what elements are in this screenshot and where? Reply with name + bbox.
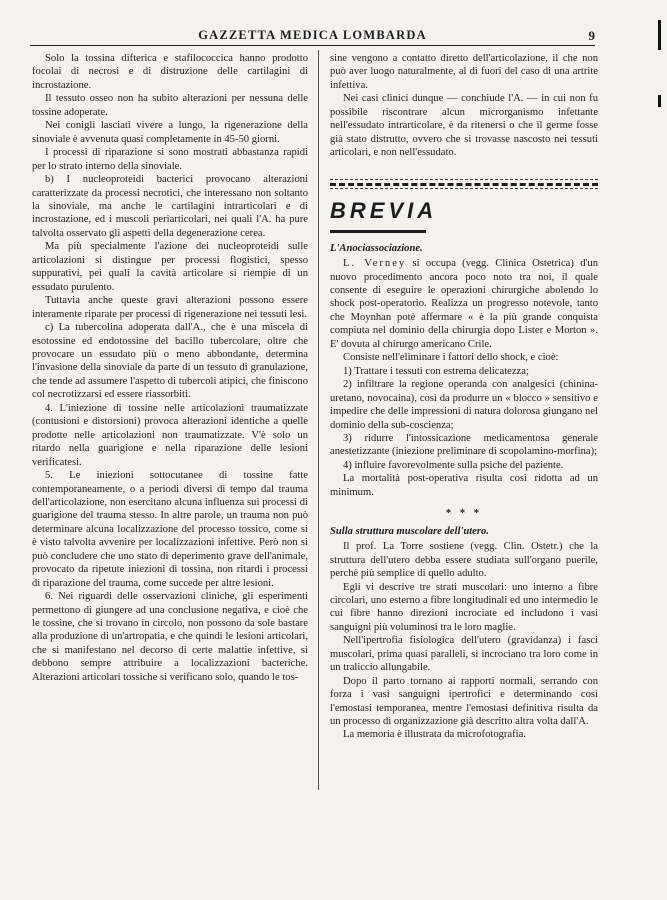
header-rule — [30, 45, 595, 46]
list-item: 3) ridurre l'intossicazione medicamentosa generale anestetizzante (iniezione preliminare di scopolamino-morfina); — [330, 432, 598, 458]
page-number: 9 — [588, 28, 595, 43]
paragraph: Egli vi descrive tre strati muscolari: uno interno a fibre circolari, uno esterno a fibre longitudinali ed uno intermedio le cui fibre hanno direzioni incrociate ed includono i vasi sanguigni più voluminosi tra le loro maglie. — [330, 581, 598, 633]
paragraph: L. Verney si occupa (vegg. Clinica Ostetrica) d'un nuovo procedimento ancora poco noto tra noi, il quale consente di eseguire le operazioni chirurgiche abolendo lo shock post-operatorio. Realizza un progresso notevole, tanto che Moynhan potè affermare « è la più grande conquista compiuta nel dominio della chirurgia dopo Lister e Morton ». E' dovuta al chirurgo americano Crile. — [330, 258, 599, 350]
paragraph: b) I nucleoproteidi bacterici provocano alterazioni caratterizzate da processi necrotici, che interessano non soltanto la sinoviale, ma anche le cartilagini intrarticolari e di incrostazione, ed i muscoli periarticolari, nei quali l'A. ha pure talvolta osservato gli aspetti della degenerazione cerea. — [32, 174, 308, 239]
paragraph: Solo la tossina difterica e stafilococcica hanno prodotto focolai di necrosi e di distruzione delle cartilagini di incrostazione. — [32, 53, 308, 91]
paragraph: Il prof. La Torre sostiene (vegg. Clin. Ostetr.) che la struttura dell'utero debba essere studiata sull'organo puerile, perchè più semplice di quello adulto. — [330, 541, 598, 580]
paragraph: I processi di riparazione si sono mostrati abbastanza rapidi per lo strato interno della sinoviale. — [32, 147, 308, 172]
scan-edge-mark — [658, 95, 661, 107]
paragraph: c) La tubercolina adoperata dall'A., che è una miscela di esotossine ed endotossine del bacillo tubercolare, oltre che provocare un essudato più o meno abbondante, determina l'invasione della sinoviale da parte di un tessuto di granulazione, che tende ad assumere l'aspetto di tubercoli atipici, che finiscono col necrotizzarsi ed essere riassorbiti. — [32, 322, 308, 401]
paragraph: Nei casi clinici dunque — conchiude l'A. — in cui non fu possibile riscontrare alcun microrganismo infettante nell'essudato intrarticolare, è da ritenersi o che il germe fosse già stato distrutto, ovvero che si trovasse nascosto nei tessuti articolari, e non nell'essudato. — [330, 93, 598, 159]
paragraph: Consiste nell'eliminare i fattori dello shock, e cioè: — [343, 352, 559, 364]
article-title: L'Anociassociazione. — [330, 242, 423, 254]
article-title: Sulla struttura muscolare dell'utero. — [330, 525, 489, 537]
paragraph: La mortalità post-operativa risulta così ridotta ad un minimum. — [330, 473, 598, 498]
paragraph-continuation: sine vengono a contatto diretto dell'articolazione, il che non può aver luogo naturalmente, al di fuori del caso di una artrite infettiva. — [330, 53, 598, 91]
brevia-heading — [330, 198, 598, 238]
author-name: L. Verney — [343, 258, 407, 270]
paragraph: 6. Nei riguardi delle osservazioni cliniche, gli esperimenti permettono di giungere ad una conclusione negativa, e cioè che le tossine, che si trovano in circolo, non possono da sole bastare alla produzione di un'artropatia, e che quindi le lesioni articolari, che si manifestano nel decorso di certe malattie infettive, si debbono sempre attribuire a localizzazioni bacteriche. Alterazioni articolari tossiche si verificano solo, quando le tos- — [32, 591, 308, 683]
decorative-rule — [330, 179, 598, 189]
column-divider — [318, 50, 319, 790]
paragraph: Dopo il parto tornano ai rapporti normali, serrando con forza i vasi sanguigni ipertrofici e determinando così l'emostasi temporanea, mentre l'emostasi definitiva risulta da un processo di organizzazione già descritto altra volta dall'A. — [330, 675, 598, 728]
scan-edge-mark — [658, 20, 661, 50]
paragraph: Tuttavia anche queste gravi alterazioni possono essere interamente riparate per processi di rigenerazione nei tessuti lesi. — [32, 295, 308, 320]
paragraph: Nell'ipertrofia fisiologica dell'utero (gravidanza) i fasci muscolari, prima quasi paralleli, si incrociano tra loro come in un traliccio allungabile. — [330, 635, 598, 674]
separator: * * * — [445, 508, 483, 520]
paragraph: Ma più specialmente l'azione dei nucleoproteidi sulle articolazioni si distingue per processi flogistici, spesso suppurativi, pei quali la cavità articolare si riempie di un essudato purulento. — [32, 241, 308, 293]
paragraph: 5. Le iniezioni sottocutanee di tossine fatte contemporaneamente, o a periodi diversi di tempo dal trauma dell'articolazione, non esercitano alcuna influenza sui processi di guarigione del trauma stesso. In altre parole, un trauma non può determinare alcuna localizzazione del processo tossico, come si è visto talvolta avvenire per localizzazioni infettive. Però non si può concludere che uno stato di deperimento grave dell'animale, provocato da ripetute iniezioni di tossina, non ritardi i processi di riparazione del trauma, come succede per altre lesioni. — [32, 470, 308, 589]
paragraph: La memoria è illustrata da microfotografia. — [343, 729, 526, 741]
list-item: 2) infiltrare la regione operanda con analgesici (chinina-uretano, novocaina), così da produrre un « blocco » sensitivo e impedire che delle impressioni di natura dolorosa giungano nel dominio della sub-coscienza; — [330, 379, 598, 431]
section-heading: BREVIA — [330, 197, 438, 223]
right-column — [330, 52, 598, 742]
heading-underline — [330, 230, 426, 233]
journal-title: GAZZETTA MEDICA LOMBARDA — [198, 28, 427, 42]
running-header — [30, 28, 595, 44]
paragraph: 4. L'iniezione di tossine nelle articolazioni traumatizzate (contusioni e distorsioni) provoca alterazioni identiche a quelle prodotte nelle articolazioni non traumatizzate. V'è solo un ritardo nella guarigione e nella riparazione delle lesioni verificatesi. — [32, 402, 308, 468]
paragraph: Nei conigli lasciati vivere a lungo, la rigenerazione della sinoviale è avvenuta quasi completamente in 45-50 giorni. — [32, 120, 308, 145]
paragraph: Il tessuto osseo non ha subito alterazioni per nessuna delle tossine adoperate. — [32, 93, 308, 118]
left-column — [32, 52, 308, 684]
list-item: 4) influire favorevolmente sulla psiche del paziente. — [343, 459, 564, 471]
list-item: 1) Trattare i tessuti con estrema delicatezza; — [343, 365, 529, 377]
